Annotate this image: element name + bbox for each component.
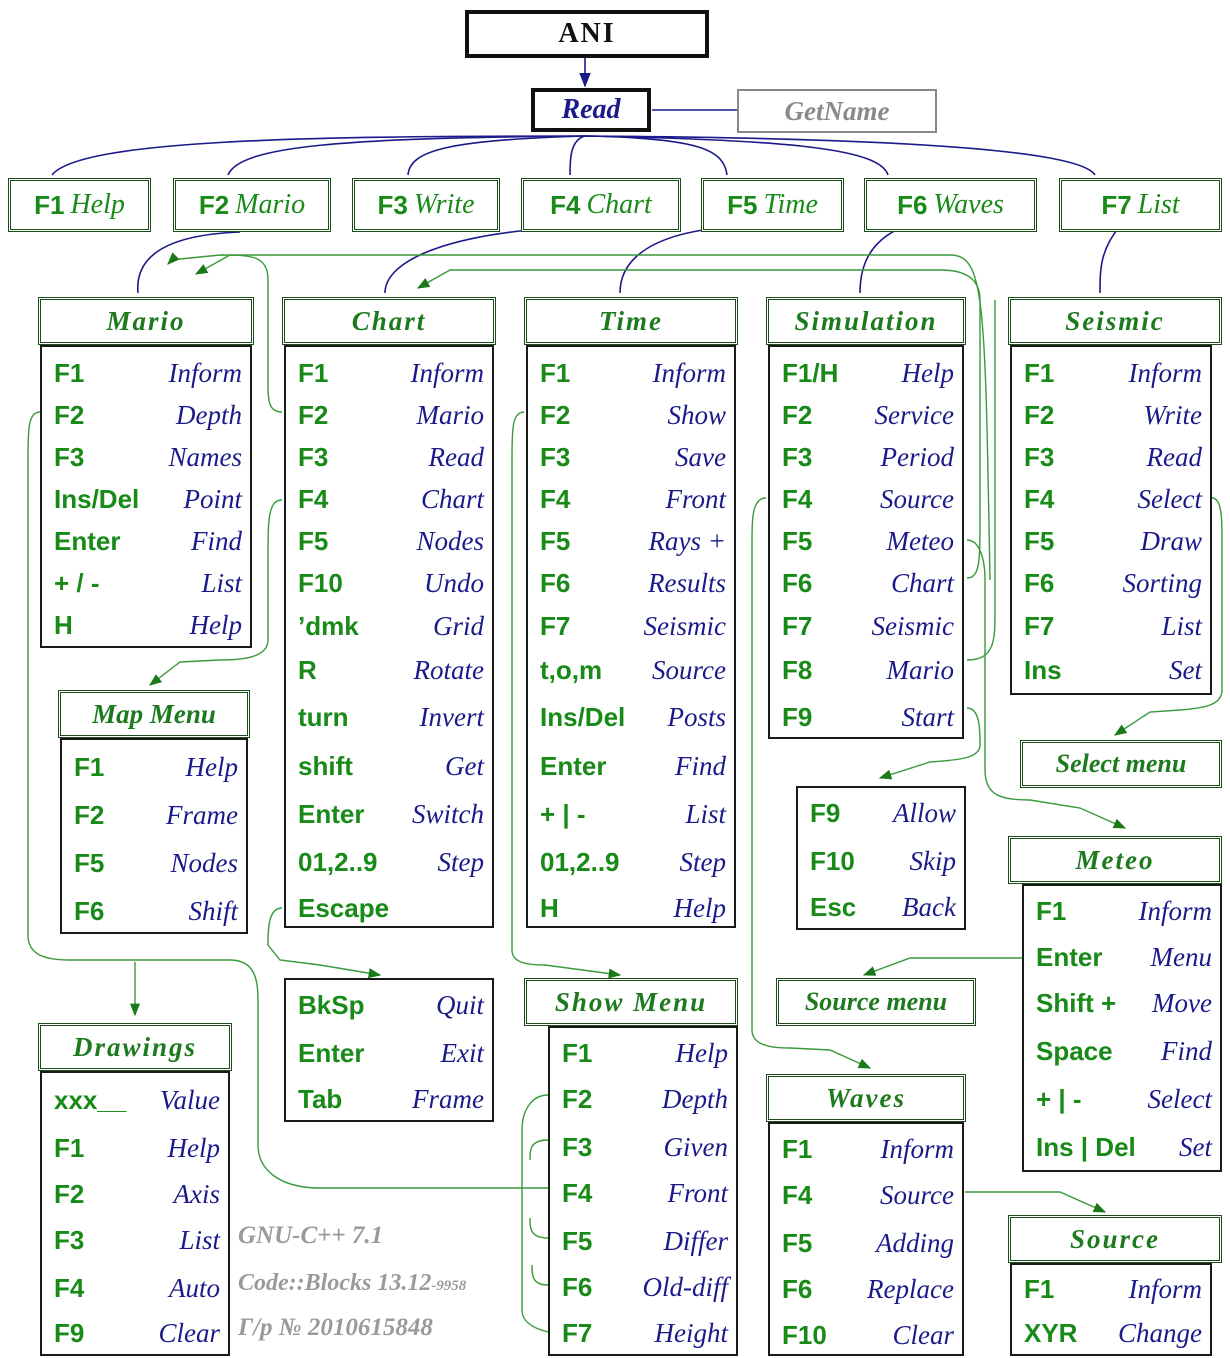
simulation-action[interactable]: Start	[901, 701, 954, 732]
seismic-action[interactable]: Draw	[1140, 525, 1202, 556]
seismic-key: F5	[1024, 525, 1055, 556]
credit-ide-build: -9958	[431, 1278, 467, 1294]
simulation-key: F6	[782, 567, 813, 598]
f3-key-label: F3	[377, 189, 408, 220]
meteo-key: F1	[1036, 895, 1067, 926]
start-key: Esc	[810, 891, 857, 922]
meteo-action[interactable]: Inform	[1138, 895, 1212, 926]
time-action[interactable]: Source	[652, 654, 726, 685]
credit-compiler: GNU-C++ 7.1	[238, 1222, 384, 1249]
waves-key: F4	[782, 1179, 813, 1210]
mario-key: Ins/Del	[54, 483, 140, 514]
time-key: Enter	[540, 750, 607, 781]
seismic-action[interactable]: Write	[1143, 399, 1202, 430]
time-key: 01,2..9	[540, 846, 620, 877]
show-action[interactable]: Depth	[662, 1083, 728, 1114]
time-action[interactable]: Results	[648, 567, 726, 598]
credit-ide	[238, 1270, 466, 1297]
simulation-key: F7	[782, 610, 813, 641]
time-action[interactable]: Find	[675, 750, 726, 781]
mario-action[interactable]: Names	[168, 441, 242, 472]
mario-header: Mario	[38, 297, 254, 345]
credit-registration: Г/р № 2010615848	[238, 1314, 433, 1341]
mario-action[interactable]: List	[201, 567, 242, 598]
simulation-action[interactable]: Meteo	[886, 525, 954, 556]
f7-list-button[interactable]	[1059, 178, 1222, 232]
mario-action[interactable]: Point	[183, 483, 242, 514]
seismic-key: F4	[1024, 483, 1055, 514]
show-key: F5	[562, 1225, 593, 1256]
simulation-key: F9	[782, 701, 813, 732]
mario-key: H	[54, 609, 73, 640]
map-action[interactable]: Help	[185, 751, 238, 782]
show-action[interactable]: Differ	[663, 1225, 728, 1256]
start-action[interactable]: Skip	[909, 845, 956, 876]
f2-mario-button[interactable]	[173, 178, 331, 232]
meteo-action[interactable]: Move	[1152, 987, 1212, 1018]
drawings-action[interactable]: Clear	[158, 1317, 220, 1348]
f6-key-label: F6	[897, 189, 928, 220]
drawings-keys	[40, 1071, 230, 1356]
drawings-header: Drawings	[38, 1023, 232, 1071]
drawings-action[interactable]: Value	[160, 1084, 220, 1115]
simulation-action[interactable]: Period	[880, 441, 954, 472]
time-label: Time	[763, 189, 818, 220]
source-keys	[1010, 1263, 1212, 1356]
f5-key-label: F5	[727, 189, 758, 220]
chart-action[interactable]: Get	[445, 750, 484, 781]
start-key: F9	[810, 797, 841, 828]
escape-key: BkSp	[298, 989, 365, 1020]
start-action[interactable]: Back	[902, 891, 956, 922]
start-key: F10	[810, 845, 855, 876]
mario-key: F3	[54, 441, 85, 472]
f4-chart-button[interactable]	[521, 178, 681, 232]
show-action[interactable]: Front	[667, 1177, 728, 1208]
drawings-action[interactable]: List	[179, 1224, 220, 1255]
chart-action[interactable]: Read	[428, 441, 484, 472]
meteo-action[interactable]: Set	[1179, 1131, 1212, 1162]
start-menu-keys	[796, 786, 966, 930]
chart-action[interactable]: Step	[437, 846, 484, 877]
drawings-key: xxx__	[54, 1084, 127, 1115]
simulation-key: F3	[782, 441, 813, 472]
map-action[interactable]: Nodes	[170, 847, 238, 878]
drawings-key: F3	[54, 1224, 85, 1255]
chart-key: F5	[298, 525, 329, 556]
chart-header: Chart	[282, 297, 496, 345]
time-key: F3	[540, 441, 571, 472]
meteo-action[interactable]: Find	[1161, 1035, 1212, 1066]
simulation-action[interactable]: Service	[874, 399, 954, 430]
time-action[interactable]: Posts	[667, 701, 726, 732]
show-action[interactable]: Old-diff	[642, 1271, 728, 1302]
time-key: Ins/Del	[540, 701, 626, 732]
time-key: F7	[540, 610, 571, 641]
source-action[interactable]: Change	[1118, 1317, 1202, 1348]
simulation-key: F2	[782, 399, 813, 430]
start-action[interactable]: Allow	[892, 797, 956, 828]
chart-key: 01,2..9	[298, 846, 378, 877]
map-menu-keys	[60, 738, 248, 934]
show-action[interactable]: Height	[654, 1317, 728, 1348]
simulation-action[interactable]: Chart	[890, 567, 954, 598]
show-key: F2	[562, 1083, 593, 1114]
getname-box[interactable]: GetName	[737, 89, 937, 133]
mario-key: + / -	[54, 567, 100, 598]
map-key: F2	[74, 799, 105, 830]
seismic-key: F6	[1024, 567, 1055, 598]
mario-key: F1	[54, 357, 85, 388]
simulation-action[interactable]: Mario	[886, 654, 954, 685]
seismic-action[interactable]: Select	[1137, 483, 1202, 514]
ani-root-box: ANI	[465, 10, 709, 58]
f6-waves-button[interactable]	[864, 178, 1037, 232]
seismic-key: F2	[1024, 399, 1055, 430]
simulation-key: F4	[782, 483, 813, 514]
seismic-keys	[1010, 345, 1212, 695]
waves-action[interactable]: Source	[880, 1179, 954, 1210]
f3-write-button[interactable]	[352, 178, 500, 232]
chart-key: F3	[298, 441, 329, 472]
time-action[interactable]: Inform	[652, 357, 726, 388]
mario-key: F2	[54, 399, 85, 430]
chart-label: Chart	[586, 189, 652, 220]
time-action[interactable]: Save	[675, 441, 726, 472]
time-action[interactable]: Seismic	[643, 610, 726, 641]
drawings-key: F1	[54, 1132, 85, 1163]
mario-keys	[40, 345, 252, 648]
f7-key-label: F7	[1101, 189, 1132, 220]
source-key: F1	[1024, 1273, 1055, 1304]
map-action[interactable]: Frame	[166, 799, 238, 830]
chart-action[interactable]: Chart	[420, 483, 484, 514]
chart-action[interactable]: Invert	[419, 701, 484, 732]
f2-key-label: F2	[198, 189, 230, 220]
simulation-key: F8	[782, 654, 813, 685]
chart-key: F10	[298, 567, 343, 598]
simulation-action[interactable]: Seismic	[871, 610, 954, 641]
time-action[interactable]: List	[685, 798, 726, 829]
map-action[interactable]: Shift	[188, 895, 238, 926]
meteo-key: Shift +	[1036, 987, 1117, 1018]
source-header: Source	[1008, 1215, 1222, 1263]
show-action[interactable]: Help	[675, 1037, 728, 1068]
mario-label: Mario	[235, 189, 306, 220]
show-key: F1	[562, 1037, 593, 1068]
show-menu-header: Show Menu	[524, 978, 738, 1026]
time-key: t,o,m	[540, 654, 603, 685]
meteo-key: Enter	[1036, 941, 1103, 972]
drawings-action[interactable]: Help	[167, 1132, 220, 1163]
meteo-key: Space	[1036, 1035, 1113, 1066]
map-menu-header: Map Menu	[58, 690, 250, 738]
read-box[interactable]: Read	[531, 88, 651, 132]
time-key: F6	[540, 567, 571, 598]
time-action[interactable]: Rays +	[648, 525, 726, 556]
drawings-key: F9	[54, 1317, 85, 1348]
drawings-key: F2	[54, 1178, 85, 1209]
f1-help-button[interactable]	[8, 178, 151, 232]
seismic-action[interactable]: Inform	[1128, 357, 1202, 388]
help-label: Help	[70, 189, 125, 220]
mario-action[interactable]: Depth	[176, 399, 242, 430]
simulation-key: F1/H	[782, 357, 839, 388]
time-key: F2	[540, 399, 571, 430]
seismic-action[interactable]: Read	[1146, 441, 1202, 472]
time-header: Time	[524, 297, 738, 345]
time-action[interactable]: Show	[667, 399, 726, 430]
chart-action[interactable]: Inform	[410, 357, 484, 388]
escape-key: Tab	[298, 1083, 343, 1114]
chart-action[interactable]: Rotate	[413, 654, 484, 685]
chart-key: Enter	[298, 798, 365, 829]
drawings-key: F4	[54, 1272, 85, 1303]
waves-action[interactable]: Inform	[880, 1133, 954, 1164]
chart-key: turn	[298, 701, 349, 732]
seismic-action[interactable]: Sorting	[1122, 567, 1202, 598]
chart-key: shift	[298, 750, 353, 781]
meteo-key: Ins | Del	[1036, 1131, 1136, 1162]
f4-key-label: F4	[550, 189, 581, 220]
time-key: F1	[540, 357, 571, 388]
waves-key: F10	[782, 1319, 827, 1350]
mario-action[interactable]: Find	[191, 525, 242, 556]
time-keys	[526, 345, 736, 928]
waves-header: Waves	[766, 1074, 966, 1122]
seismic-header: Seismic	[1008, 297, 1222, 345]
list-label: List	[1137, 189, 1180, 220]
waves-action[interactable]: Adding	[876, 1227, 954, 1258]
show-key: F6	[562, 1271, 593, 1302]
map-key: F5	[74, 847, 105, 878]
escape-menu-keys	[284, 978, 494, 1122]
waves-action[interactable]: Clear	[892, 1319, 954, 1350]
drawings-action[interactable]: Axis	[173, 1178, 220, 1209]
time-key: F4	[540, 483, 571, 514]
chart-action[interactable]: Nodes	[416, 525, 484, 556]
chart-key: F1	[298, 357, 329, 388]
chart-key: Escape	[298, 892, 390, 923]
waves-key: F5	[782, 1227, 813, 1258]
waves-keys	[768, 1122, 964, 1356]
chart-key: F4	[298, 483, 329, 514]
show-key: F3	[562, 1131, 593, 1162]
escape-key: Enter	[298, 1037, 365, 1068]
meteo-keys	[1022, 884, 1222, 1172]
time-action[interactable]: Help	[673, 892, 726, 923]
chart-key: R	[298, 654, 317, 685]
waves-label: Waves	[933, 189, 1004, 220]
show-menu-keys	[548, 1026, 738, 1356]
time-key: F5	[540, 525, 571, 556]
seismic-action[interactable]: Set	[1169, 654, 1202, 685]
escape-action[interactable]: Quit	[435, 989, 484, 1020]
f5-time-button[interactable]	[701, 178, 844, 232]
simulation-keys	[768, 345, 964, 739]
seismic-key: Ins	[1024, 654, 1062, 685]
time-key: H	[540, 892, 559, 923]
meteo-header: Meteo	[1008, 836, 1222, 884]
seismic-key: F3	[1024, 441, 1055, 472]
simulation-action[interactable]: Source	[880, 483, 954, 514]
mario-key: Enter	[54, 525, 121, 556]
credit-ide-name: Code::Blocks 13.12	[238, 1270, 432, 1296]
meteo-action[interactable]: Menu	[1150, 941, 1212, 972]
drawings-action[interactable]: Auto	[169, 1272, 220, 1303]
source-key: XYR	[1024, 1317, 1078, 1348]
chart-action[interactable]: Mario	[416, 399, 484, 430]
mario-action[interactable]: Inform	[168, 357, 242, 388]
mario-action[interactable]: Help	[189, 609, 242, 640]
source-action[interactable]: Inform	[1128, 1273, 1202, 1304]
map-key: F1	[74, 751, 105, 782]
waves-action[interactable]: Replace	[867, 1273, 954, 1304]
chart-key: ’dmk	[298, 610, 359, 641]
show-action[interactable]: Given	[663, 1131, 728, 1162]
seismic-key: F7	[1024, 610, 1055, 641]
chart-action[interactable]: Switch	[412, 798, 484, 829]
time-key: + | -	[540, 798, 586, 829]
simulation-header: Simulation	[766, 297, 966, 345]
seismic-key: F1	[1024, 357, 1055, 388]
simulation-action[interactable]: Help	[901, 357, 954, 388]
waves-key: F1	[782, 1133, 813, 1164]
meteo-action[interactable]: Select	[1147, 1083, 1212, 1114]
select-menu-header[interactable]: Select menu	[1020, 740, 1222, 788]
map-key: F6	[74, 895, 105, 926]
time-action[interactable]: Step	[679, 846, 726, 877]
seismic-action[interactable]: List	[1161, 610, 1202, 641]
chart-key: F2	[298, 399, 329, 430]
chart-action[interactable]: Grid	[432, 610, 484, 641]
escape-action[interactable]: Frame	[412, 1083, 484, 1114]
source-menu-header[interactable]: Source menu	[776, 978, 976, 1026]
meteo-key: + | -	[1036, 1083, 1082, 1114]
escape-action[interactable]: Exit	[440, 1037, 484, 1068]
time-action[interactable]: Front	[665, 483, 726, 514]
simulation-key: F5	[782, 525, 813, 556]
f1-key-label: F1	[34, 189, 65, 220]
chart-keys	[284, 345, 494, 928]
chart-action[interactable]: Undo	[424, 567, 484, 598]
show-key: F4	[562, 1177, 593, 1208]
waves-key: F6	[782, 1273, 813, 1304]
show-key: F7	[562, 1317, 593, 1348]
write-label: Write	[413, 189, 475, 220]
